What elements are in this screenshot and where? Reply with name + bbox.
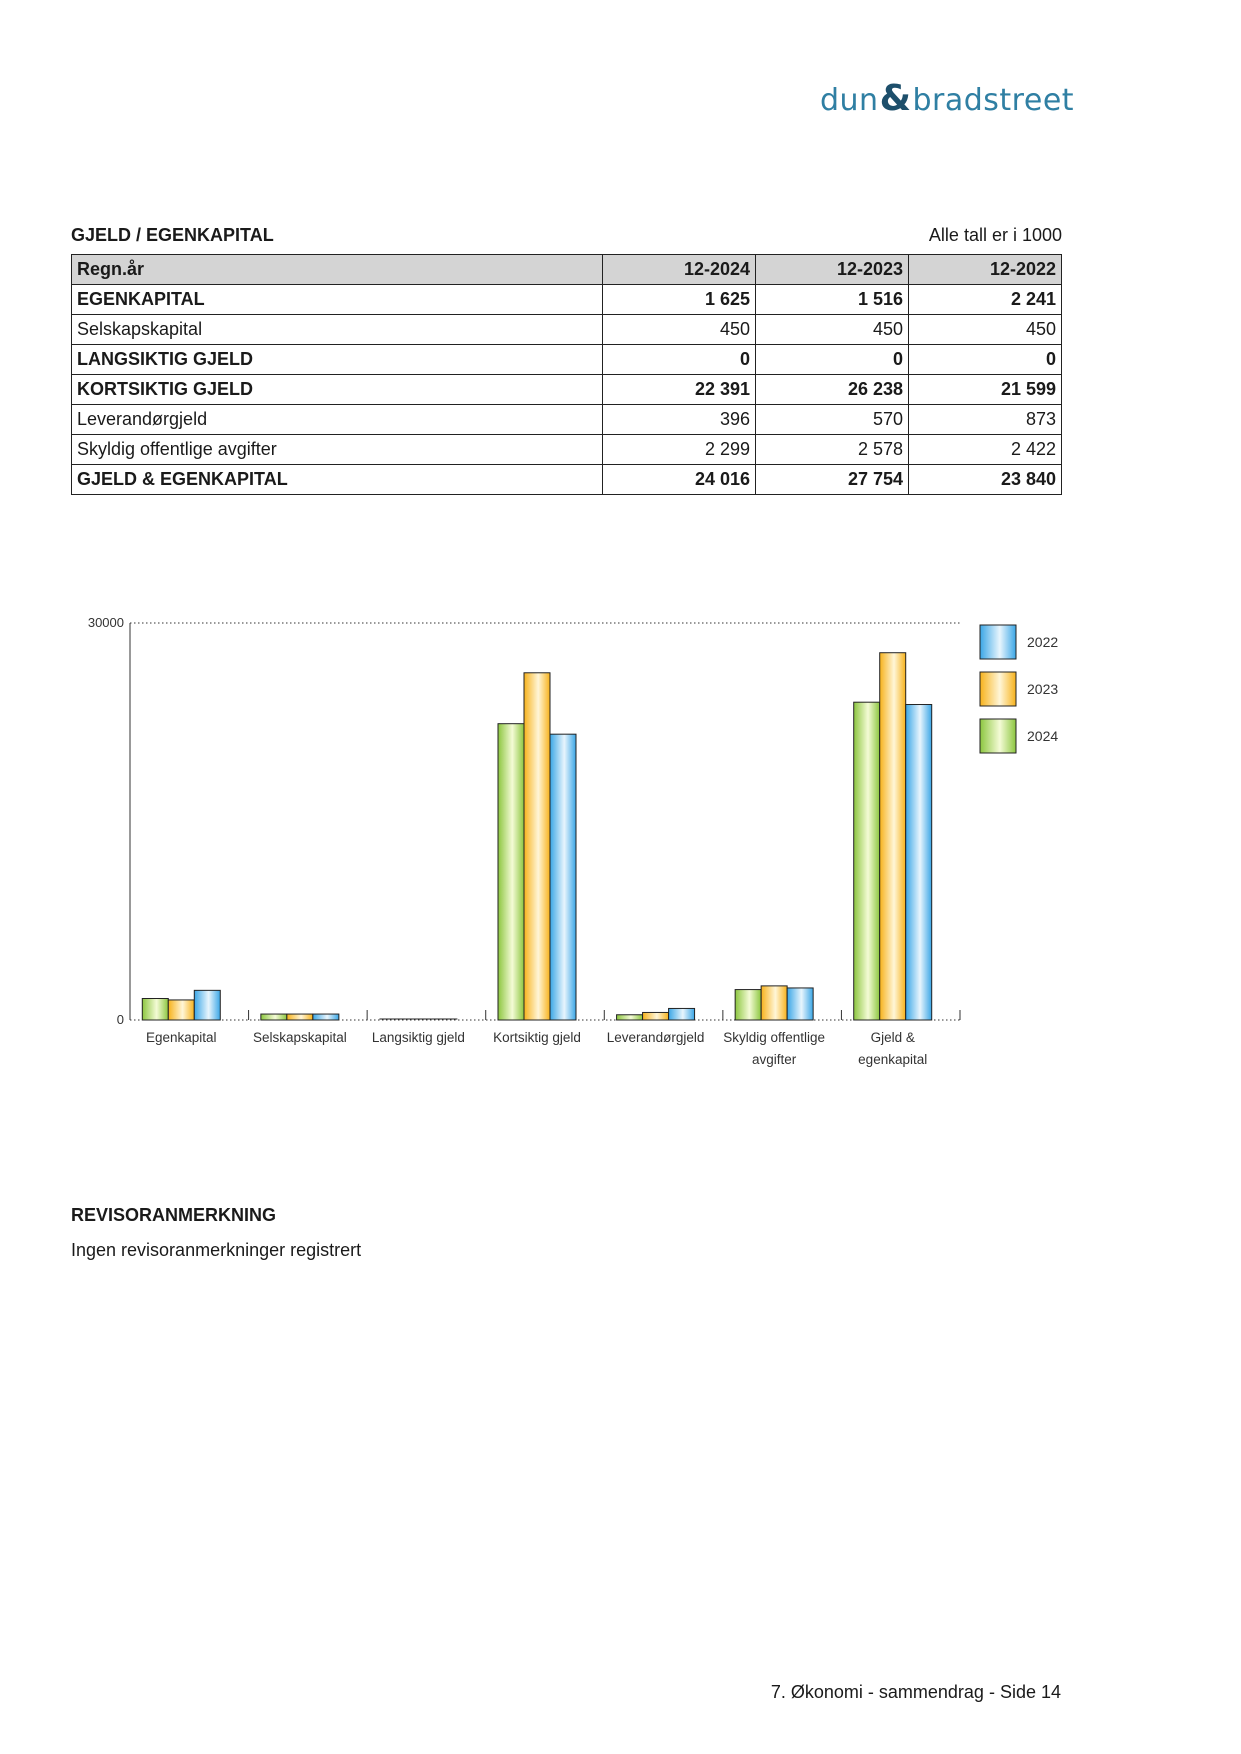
- bar: [313, 1014, 339, 1020]
- column-header-year: 12-2022: [909, 255, 1062, 285]
- logo-text-bradstreet: bradstreet: [912, 83, 1075, 118]
- unit-note: Alle tall er i 1000: [928, 225, 1062, 245]
- row-value: 873: [909, 405, 1062, 435]
- bar: [287, 1014, 313, 1020]
- column-header-year: 12-2023: [756, 255, 909, 285]
- bar: [761, 986, 787, 1020]
- category-label: Egenkapital: [146, 1030, 217, 1045]
- logo-text-dun: dun: [820, 83, 879, 118]
- table-row: [72, 435, 1062, 465]
- bar-chart: [60, 600, 1080, 1120]
- y-tick-label: 0: [116, 1012, 124, 1027]
- legend-label: 2024: [1027, 728, 1059, 744]
- row-value: 27 754: [756, 465, 909, 495]
- table-row: [72, 315, 1062, 345]
- category-label: Skyldig offentlige: [723, 1030, 826, 1045]
- row-value: 24 016: [603, 465, 756, 495]
- financial-table: [71, 254, 1062, 495]
- category-label: Leverandørgjeld: [606, 1030, 705, 1045]
- bar: [524, 673, 550, 1020]
- bar: [669, 1008, 695, 1020]
- row-value: 0: [756, 345, 909, 375]
- bar: [643, 1012, 669, 1020]
- category-label: avgifter: [752, 1052, 797, 1067]
- bar: [498, 724, 524, 1020]
- bar: [261, 1014, 287, 1020]
- row-value: 21 599: [909, 375, 1062, 405]
- row-label: Selskapskapital: [72, 315, 603, 345]
- row-value: 2 422: [909, 435, 1062, 465]
- y-tick-label: 30000: [87, 615, 124, 630]
- row-value: 2 241: [909, 285, 1062, 315]
- row-label: GJELD & EGENKAPITAL: [72, 465, 603, 495]
- bar: [168, 1000, 194, 1020]
- column-header-year: 12-2024: [603, 255, 756, 285]
- bar: [142, 998, 168, 1020]
- bar: [194, 990, 220, 1020]
- row-value: 570: [756, 405, 909, 435]
- row-value: 396: [603, 405, 756, 435]
- bar: [617, 1015, 643, 1020]
- table-row: [72, 345, 1062, 375]
- category-label: Langsiktig gjeld: [371, 1030, 465, 1045]
- category-label: egenkapital: [858, 1052, 928, 1067]
- bar: [854, 702, 880, 1020]
- legend-swatch: [980, 625, 1016, 659]
- row-value: 23 840: [909, 465, 1062, 495]
- category-label: Gjeld &: [870, 1030, 915, 1045]
- dnb-logo: [820, 78, 1075, 122]
- category-label: Kortsiktig gjeld: [493, 1030, 581, 1045]
- row-value: 2 299: [603, 435, 756, 465]
- bar: [735, 990, 761, 1020]
- table-row: [72, 405, 1062, 435]
- row-label: EGENKAPITAL: [72, 285, 603, 315]
- table-row: [72, 465, 1062, 495]
- page-footer: 7. Økonomi - sammendrag - Side 14: [770, 1682, 1061, 1702]
- row-value: 0: [603, 345, 756, 375]
- row-label: LANGSIKTIG GJELD: [72, 345, 603, 375]
- logo-ampersand: &: [879, 78, 912, 119]
- row-label: KORTSIKTIG GJELD: [72, 375, 603, 405]
- table-header-row: [72, 255, 1062, 285]
- bar: [787, 988, 813, 1020]
- row-label: Skyldig offentlige avgifter: [72, 435, 603, 465]
- bar: [550, 734, 576, 1020]
- table-row: [72, 285, 1062, 315]
- table-row: [72, 375, 1062, 405]
- legend-label: 2023: [1027, 681, 1059, 697]
- audit-title: REVISORANMERKNING: [71, 1205, 277, 1225]
- row-value: 22 391: [603, 375, 756, 405]
- row-value: 0: [909, 345, 1062, 375]
- row-value: 450: [756, 315, 909, 345]
- row-value: 450: [603, 315, 756, 345]
- bar: [880, 653, 906, 1020]
- row-value: 26 238: [756, 375, 909, 405]
- row-value: 450: [909, 315, 1062, 345]
- row-value: 1 516: [756, 285, 909, 315]
- row-value: 1 625: [603, 285, 756, 315]
- row-label: Leverandørgjeld: [72, 405, 603, 435]
- column-header-label: Regn.år: [72, 255, 603, 285]
- legend-label: 2022: [1027, 634, 1059, 650]
- legend-swatch: [980, 672, 1016, 706]
- legend-swatch: [980, 719, 1016, 753]
- row-value: 2 578: [756, 435, 909, 465]
- category-label: Selskapskapital: [252, 1030, 347, 1045]
- audit-text: Ingen revisoranmerkninger registrert: [71, 1240, 362, 1260]
- bar: [906, 705, 932, 1020]
- section-title: GJELD / EGENKAPITAL: [71, 225, 274, 245]
